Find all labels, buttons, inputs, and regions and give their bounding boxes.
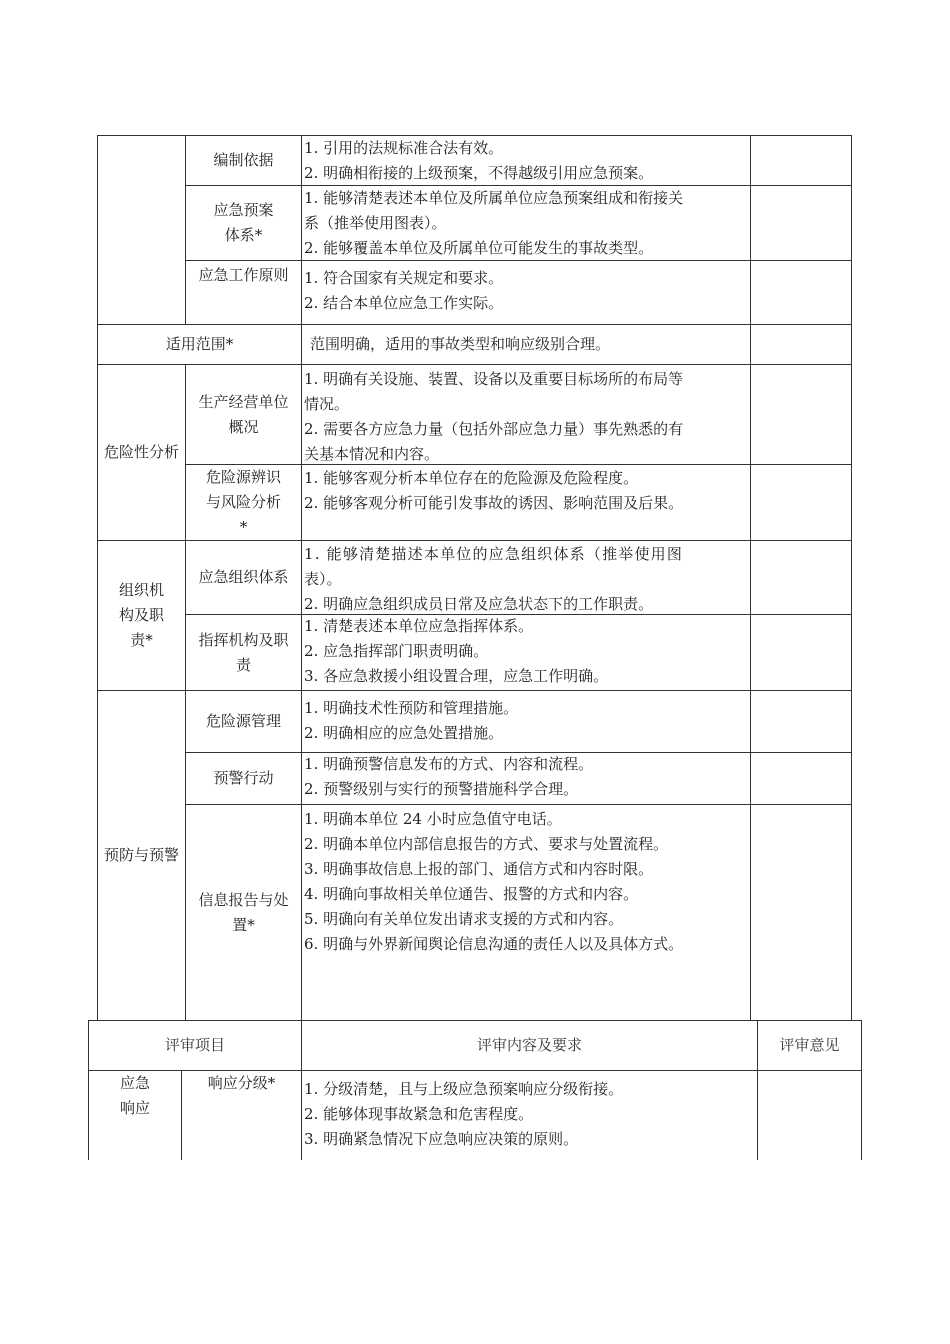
requirement-line: 2. 明确相衔接的上级预案，不得越级引用应急预案。 <box>304 164 654 182</box>
requirement-line: 3. 各应急救援小组设置合理，应急工作明确。 <box>304 667 609 685</box>
label-line: 与风险分析 <box>205 493 281 511</box>
category-line: 构及职 <box>118 606 164 624</box>
item-label-warning-action <box>186 753 301 804</box>
label-text: 适用范围* <box>165 335 234 353</box>
requirement-line: 1. 能够客观分析本单位存在的危险源及危险程度。 <box>304 469 639 487</box>
requirement-line: 2. 结合本单位应急工作实际。 <box>304 294 504 312</box>
requirement-cell-warning-action <box>302 752 750 802</box>
requirement-line: 关基本情况和内容。 <box>304 445 440 463</box>
item-label-org-system <box>186 541 301 614</box>
item-label-scope <box>98 325 301 364</box>
label-line: 体系* <box>224 226 263 244</box>
requirement-line: 2. 预警级别与实行的预警措施科学合理。 <box>304 780 579 798</box>
requirement-line: 3. 明确紧急情况下应急响应决策的原则。 <box>304 1130 579 1148</box>
requirement-line: 2. 应急指挥部门职责明确。 <box>304 642 489 660</box>
requirement-line: 5. 明确向有关单位发出请求支援的方式和内容。 <box>304 910 624 928</box>
requirement-line: 2. 明确相应的应急处置措施。 <box>304 724 504 742</box>
label-text: 危险源管理 <box>205 712 281 730</box>
requirement-line: 1. 引用的法规标准合法有效。 <box>304 139 504 157</box>
requirement-line: 2. 能够体现事故紧急和危害程度。 <box>304 1105 534 1123</box>
requirement-line: 2. 明确应急组织成员日常及应急状态下的工作职责。 <box>304 595 654 613</box>
requirement-cell-risk-identification <box>302 466 750 516</box>
category-line: 响应 <box>119 1099 150 1117</box>
header-review-opinion <box>758 1021 861 1070</box>
header-text: 评审内容及要求 <box>476 1036 582 1054</box>
category-hazard-analysis <box>98 365 185 540</box>
category-line: 责* <box>130 631 153 649</box>
requirement-line: 1. 能够清楚描述本单位的应急组织体系（推举使用图 <box>304 545 684 563</box>
header-text: 评审意见 <box>779 1036 840 1054</box>
requirement-line: 1. 分级清楚，且与上级应急预案响应分级衔接。 <box>304 1080 624 1098</box>
label-text: 应急组织体系 <box>198 568 289 586</box>
requirement-line: 范围明确，适用的事故类型和响应级别合理。 <box>310 335 611 353</box>
label-line: 应急预案 <box>213 201 274 219</box>
requirement-cell-plan-system <box>302 186 750 261</box>
item-label-info-report <box>186 805 301 1020</box>
requirement-cell-unit-overview <box>302 367 750 467</box>
header-text: 评审项目 <box>164 1036 225 1054</box>
label-text: 预警行动 <box>213 769 274 787</box>
requirement-cell-scope <box>310 325 750 364</box>
item-label-plan-system <box>186 186 301 260</box>
requirement-line: 表）。 <box>304 570 342 588</box>
label-line: 置* <box>232 915 255 934</box>
item-label-risk-identification <box>186 465 301 540</box>
requirement-line: 1. 明确本单位 24 小时应急值守电话。 <box>304 810 562 828</box>
category-label: 危险性分析 <box>103 443 179 461</box>
label-line: 信息报告与处 <box>198 890 289 909</box>
requirement-line: 3. 明确事故信息上报的部门、通信方式和内容时限。 <box>304 860 654 878</box>
requirement-cell-work-principles <box>302 266 750 316</box>
requirement-line: 2. 能够客观分析可能引发事故的诱因、影响范围及后果。 <box>304 494 684 512</box>
label-text: 编制依据 <box>213 151 274 169</box>
item-label-command <box>186 615 301 690</box>
item-label-work-principles <box>186 262 301 288</box>
category-prevention-warning <box>98 691 185 1020</box>
requirement-line: 2. 明确本单位内部信息报告的方式、要求与处置流程。 <box>304 835 669 853</box>
requirement-line: 2. 能够覆盖本单位及所属单位可能发生的事故类型。 <box>304 239 654 257</box>
label-line: * <box>239 518 248 536</box>
label-text: 响应分级* <box>207 1074 276 1092</box>
item-label-compile-basis <box>186 136 301 185</box>
requirement-line: 1. 明确有关设施、装置、设备以及重要目标场所的布局等 <box>304 370 684 388</box>
requirement-cell-response-level <box>302 1077 757 1152</box>
label-line: 危险源辨识 <box>205 468 281 486</box>
requirement-cell-org-system <box>302 542 750 617</box>
requirement-cell-compile-basis <box>302 136 750 186</box>
category-line: 应急 <box>119 1074 150 1092</box>
label-line: 指挥机构及职 <box>198 630 289 649</box>
requirement-line: 1. 能够清楚表述本单位及所属单位应急预案组成和衔接关 <box>304 189 684 207</box>
requirement-line: 1. 明确预警信息发布的方式、内容和流程。 <box>304 755 594 773</box>
category-organization <box>98 541 185 690</box>
requirement-cell-command <box>302 614 750 689</box>
item-label-hazard-management <box>186 691 301 752</box>
header-review-content <box>302 1021 757 1070</box>
header-review-item <box>89 1021 301 1070</box>
item-label-response-level <box>182 1071 301 1096</box>
requirement-line: 情况。 <box>304 395 350 413</box>
requirement-cell-info-report <box>302 807 750 957</box>
requirement-cell-hazard-management <box>302 696 750 746</box>
category-emergency-response <box>89 1071 181 1121</box>
requirement-line: 1. 清楚表述本单位应急指挥体系。 <box>304 617 534 635</box>
requirement-line: 系（推举使用图表）。 <box>304 214 447 232</box>
label-line: 责 <box>235 655 251 674</box>
label-line: 生产经营单位 <box>198 392 289 411</box>
item-label-unit-overview <box>186 365 301 464</box>
requirement-line: 1. 符合国家有关规定和要求。 <box>304 269 504 287</box>
label-text: 应急工作原则 <box>198 265 289 284</box>
label-line: 概况 <box>228 417 259 436</box>
category-label: 预防与预警 <box>103 846 179 864</box>
requirement-line: 4. 明确向事故相关单位通告、报警的方式和内容。 <box>304 885 639 903</box>
requirement-line: 6. 明确与外界新闻舆论信息沟通的责任人以及具体方式。 <box>304 935 684 953</box>
requirement-line: 1. 明确技术性预防和管理措施。 <box>304 699 519 717</box>
requirement-line: 2. 需要各方应急力量（包括外部应急力量）事先熟悉的有 <box>304 420 684 438</box>
category-line: 组织机 <box>118 581 164 599</box>
